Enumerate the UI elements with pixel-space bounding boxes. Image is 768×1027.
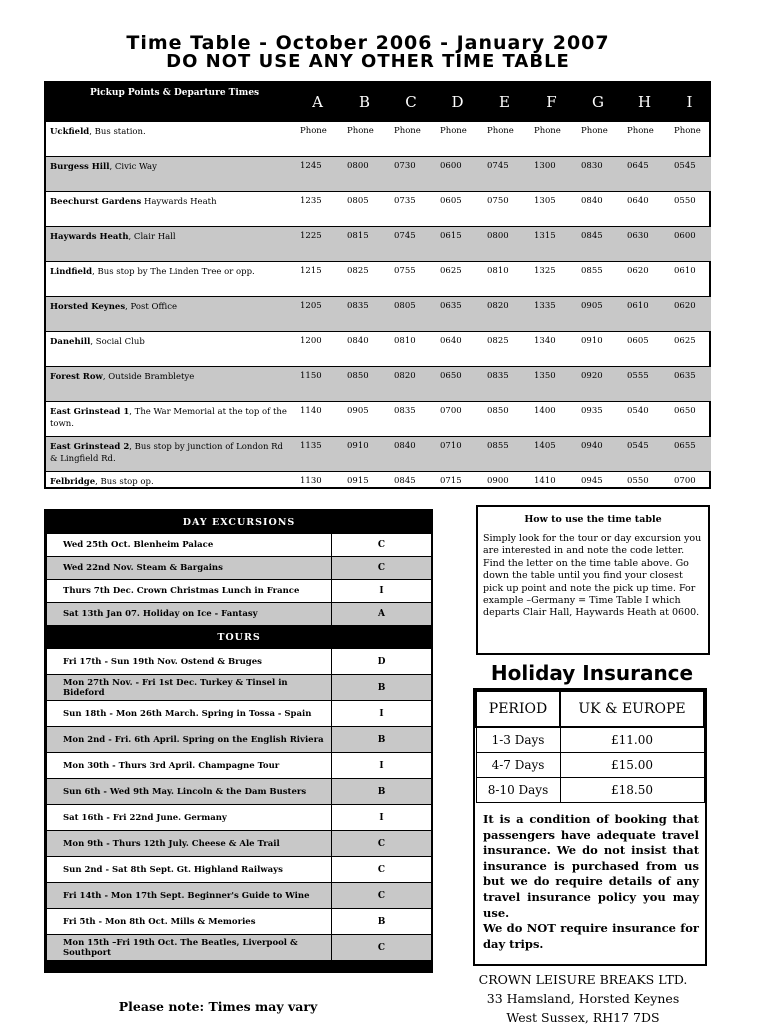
pickup-point: [46, 437, 294, 472]
departure-time: 1405: [528, 437, 575, 472]
insurance-period: 4-7 Days: [476, 753, 560, 778]
excursions-panel: [44, 509, 433, 973]
departure-time: 0910: [341, 437, 388, 472]
pickup-point-detail: , Bus stop by The Linden Tree or opp.: [92, 267, 255, 277]
departure-time: 0840: [388, 437, 434, 472]
tour-label: Fri 17th - Sun 19th Nov. Ostend & Bruges: [47, 649, 332, 675]
departure-time: 0555: [621, 367, 668, 402]
times-may-vary-note: Please note: Times may vary: [118, 999, 318, 1014]
timetable-row: [46, 402, 711, 437]
company-name: CROWN LEISURE BREAKS LTD.: [478, 972, 688, 987]
tour: [47, 805, 432, 831]
departure-time: 0820: [388, 367, 434, 402]
departure-time: 0700: [668, 472, 711, 507]
departure-time: 0615: [434, 227, 481, 262]
pickup-point: [46, 122, 294, 157]
pickup-point-name: Uckfield: [50, 127, 90, 137]
departure-time: 0605: [434, 192, 481, 227]
pickup-point: [46, 297, 294, 332]
departure-time: 0800: [341, 157, 388, 192]
pickup-point-detail: , Social Club: [90, 337, 145, 347]
tour: [47, 675, 432, 701]
tour: [47, 701, 432, 727]
departure-time: 0610: [621, 297, 668, 332]
departure-time: 0850: [481, 402, 528, 437]
timetable-row: [46, 472, 711, 507]
timetable-grid: [46, 83, 711, 506]
tour: [47, 883, 432, 909]
pickup-point-detail: , Clair Hall: [128, 232, 176, 242]
day-excursion-code: C: [332, 557, 432, 580]
address-line: 33 Hamsland, Horsted Keynes: [486, 991, 680, 1006]
departure-time: 1340: [528, 332, 575, 367]
timetable-code-header: A: [294, 83, 341, 122]
insurance-title: Holiday Insurance: [490, 661, 694, 685]
departure-time: 0630: [621, 227, 668, 262]
pickup-point: [46, 227, 294, 262]
departure-time: Phone: [341, 122, 388, 157]
departure-time: 1305: [528, 192, 575, 227]
tour-label: Mon 30th - Thurs 3rd April. Champagne Tour: [47, 753, 332, 779]
tour-code: I: [332, 701, 432, 727]
insurance-price: £18.50: [560, 778, 704, 803]
timetable-header-row: [46, 83, 711, 122]
departure-time: 0625: [434, 262, 481, 297]
departure-time: 0840: [575, 192, 621, 227]
departure-time: 1225: [294, 227, 341, 262]
departure-time: 0820: [481, 297, 528, 332]
departure-time: Phone: [528, 122, 575, 157]
tour-code: C: [332, 857, 432, 883]
how-to-text: Simply look for the tour or day excursion you are interested in and note the code letter. Find the letter on the time table above. Go down the table until you find your closest pick up point and note the pick up time. For example –Germany = Time Table I which departs Clair Hall, Haywards Heath at 0600.: [483, 533, 702, 619]
day-excursion-label: Sat 13th Jan 07. Holiday on Ice - Fantasy: [47, 603, 332, 626]
timetable-row: [46, 262, 711, 297]
departure-time: 1215: [294, 262, 341, 297]
departure-time: 0810: [388, 332, 434, 367]
departure-time: 0545: [668, 157, 711, 192]
day-excursion: [47, 580, 432, 603]
departure-time: 0745: [388, 227, 434, 262]
timetable-row: [46, 367, 711, 402]
departure-time: 0810: [481, 262, 528, 297]
departure-time: 0915: [341, 472, 388, 507]
tours-header: TOURS: [47, 626, 432, 649]
tour-code: B: [332, 909, 432, 935]
departure-time: 0710: [434, 437, 481, 472]
pickup-point-name: East Grinstead 2: [50, 442, 130, 452]
departure-time: Phone: [621, 122, 668, 157]
departure-time: 0620: [621, 262, 668, 297]
departure-time: 0845: [388, 472, 434, 507]
pickup-point-detail: , Bus stop by junction of London Rd & Lingfield Rd.: [50, 442, 283, 464]
insurance-row: [476, 727, 704, 753]
departure-time: 1205: [294, 297, 341, 332]
pickup-point-detail: , Post Office: [125, 302, 178, 312]
departure-time: 0605: [621, 332, 668, 367]
timetable-code-header: H: [621, 83, 668, 122]
tour: [47, 857, 432, 883]
departure-time: 0920: [575, 367, 621, 402]
pickup-point-name: Danehill: [50, 337, 91, 347]
day-excursion-code: A: [332, 603, 432, 626]
tour-code: D: [332, 649, 432, 675]
departure-time: 0935: [575, 402, 621, 437]
insurance-period: 8-10 Days: [476, 778, 560, 803]
departure-time: 0540: [621, 402, 668, 437]
insurance-row: [476, 778, 704, 803]
departure-time: 0825: [341, 262, 388, 297]
page-title: Time Table - October 2006 - January 2007: [126, 32, 610, 54]
departure-time: 1150: [294, 367, 341, 402]
departure-time: Phone: [481, 122, 528, 157]
timetable-row: [46, 437, 711, 472]
tour-code: I: [332, 805, 432, 831]
how-to-box: [476, 505, 710, 655]
tour-label: Mon 27th Nov. - Fri 1st Dec. Turkey & Tinsel in Bideford: [47, 675, 332, 701]
departure-time: 0835: [341, 297, 388, 332]
departure-time: 0845: [575, 227, 621, 262]
pickup-point: [46, 157, 294, 192]
tour-code: I: [332, 753, 432, 779]
pickup-point: [46, 367, 294, 402]
departure-time: 1140: [294, 402, 341, 437]
day-excursions-header: DAY EXCURSIONS: [47, 511, 432, 534]
pickup-point-name: Beechurst Gardens: [50, 197, 142, 207]
address-line: West Sussex, RH17 7DS: [506, 1010, 660, 1025]
pickup-point-detail: , Bus station.: [89, 127, 146, 137]
departure-time: 1135: [294, 437, 341, 472]
departure-time: 0940: [575, 437, 621, 472]
pickup-point: [46, 472, 294, 507]
departure-time: 0735: [388, 192, 434, 227]
departure-time: 0650: [434, 367, 481, 402]
departure-time: 1300: [528, 157, 575, 192]
departure-time: 0855: [575, 262, 621, 297]
departure-time: 0910: [575, 332, 621, 367]
pickup-point-name: Lindfield: [50, 267, 93, 277]
day-excursion-label: Thurs 7th Dec. Crown Christmas Lunch in France: [47, 580, 332, 603]
tour-code: C: [332, 831, 432, 857]
departure-time: 0800: [481, 227, 528, 262]
departure-time: 0650: [668, 402, 711, 437]
departure-time: Phone: [434, 122, 481, 157]
pickup-point-name: Burgess Hill: [50, 162, 110, 172]
tour-label: Fri 5th - Mon 8th Oct. Mills & Memories: [47, 909, 332, 935]
departure-time: 0600: [668, 227, 711, 262]
insurance-note-day-trips: We do NOT require insurance for day trips.: [483, 921, 699, 951]
departure-time: 0835: [481, 367, 528, 402]
timetable-code-header: I: [668, 83, 711, 122]
timetable-code-header: E: [481, 83, 528, 122]
insurance-row: [476, 753, 704, 778]
pickup-point: [46, 332, 294, 367]
pickup-point-name: Haywards Heath: [50, 232, 129, 242]
timetable-code-header: G: [575, 83, 621, 122]
departure-time: 0700: [434, 402, 481, 437]
departure-time: 0625: [668, 332, 711, 367]
pickup-point-name: Felbridge: [50, 477, 96, 487]
departure-time: 0855: [481, 437, 528, 472]
departure-time: 0840: [341, 332, 388, 367]
tour-label: Mon 2nd - Fri. 6th April. Spring on the English Riviera: [47, 727, 332, 753]
tour: [47, 831, 432, 857]
departure-time: 0620: [668, 297, 711, 332]
day-excursion-code: I: [332, 580, 432, 603]
page-subtitle: DO NOT USE ANY OTHER TIME TABLE: [166, 51, 570, 72]
tour-label: Sun 18th - Mon 26th March. Spring in Tossa - Spain: [47, 701, 332, 727]
departure-time: 0750: [481, 192, 528, 227]
day-excursion: [47, 603, 432, 626]
departure-time: 1400: [528, 402, 575, 437]
departure-time: 0715: [434, 472, 481, 507]
timetable-row: [46, 227, 711, 262]
departure-time: 0755: [388, 262, 434, 297]
departure-time: 1350: [528, 367, 575, 402]
departure-time: 0600: [434, 157, 481, 192]
pickup-point-detail: , Bus stop op.: [95, 477, 154, 487]
departure-time: 0640: [621, 192, 668, 227]
tour-label: Sun 6th - Wed 9th May. Lincoln & the Dam Busters: [47, 779, 332, 805]
departure-time: 0815: [341, 227, 388, 262]
departure-time: 0610: [668, 262, 711, 297]
departure-time: 1130: [294, 472, 341, 507]
insurance-period: 1-3 Days: [476, 727, 560, 753]
pickup-point-name: Horsted Keynes: [50, 302, 126, 312]
pickup-point-detail: Haywards Heath: [141, 197, 217, 207]
departure-time: 0550: [621, 472, 668, 507]
timetable-code-header: D: [434, 83, 481, 122]
tour: [47, 727, 432, 753]
timetable-code-header: F: [528, 83, 575, 122]
tour-code: B: [332, 675, 432, 701]
pickup-point: [46, 262, 294, 297]
tour: [47, 649, 432, 675]
tour: [47, 935, 432, 961]
timetable-row: [46, 122, 711, 157]
day-excursion-label: Wed 22nd Nov. Steam & Bargains: [47, 557, 332, 580]
tour: [47, 779, 432, 805]
departure-time: 0835: [388, 402, 434, 437]
day-excursion-code: C: [332, 534, 432, 557]
departure-time: 0850: [341, 367, 388, 402]
departure-time: 0640: [434, 332, 481, 367]
departure-time: 1245: [294, 157, 341, 192]
tour: [47, 909, 432, 935]
pickup-point-detail: , The War Memorial at the top of the town.: [50, 407, 287, 429]
departure-time: 1325: [528, 262, 575, 297]
departure-time: 0635: [668, 367, 711, 402]
departure-time: 0730: [388, 157, 434, 192]
departure-time: 0900: [481, 472, 528, 507]
insurance-note-condition: It is a condition of booking that passengers have adequate travel insurance. We do not insist that insurance is purchased from us but we do require details of any travel insurance policy you may use.: [483, 812, 699, 920]
pickup-point-name: Forest Row: [50, 372, 103, 382]
timetable: [44, 81, 711, 489]
timetable-code-header: B: [341, 83, 388, 122]
company-address: [452, 970, 714, 1027]
departure-time: 1410: [528, 472, 575, 507]
departure-time: 0645: [621, 157, 668, 192]
departure-time: 1335: [528, 297, 575, 332]
pickup-point: [46, 192, 294, 227]
insurance-price: £11.00: [560, 727, 704, 753]
tour-label: Mon 15th –Fri 19th Oct. The Beatles, Liverpool & Southport: [47, 935, 332, 961]
pickup-point-name: East Grinstead 1: [50, 407, 130, 417]
tour-code: C: [332, 935, 432, 961]
pickup-point-detail: , Outside Brambletye: [102, 372, 195, 382]
how-to-heading: How to use the time table: [524, 514, 662, 525]
departure-time: 0945: [575, 472, 621, 507]
pickup-points-header: Pickup Points & Departure Times: [46, 83, 294, 122]
tour-code: B: [332, 727, 432, 753]
insurance-price: £15.00: [560, 753, 704, 778]
pickup-point-detail: , Civic Way: [109, 162, 157, 172]
departure-time: Phone: [668, 122, 711, 157]
departure-time: 0545: [621, 437, 668, 472]
pickup-point: [46, 402, 294, 437]
departure-time: 0635: [434, 297, 481, 332]
tour: [47, 753, 432, 779]
departure-time: 0550: [668, 192, 711, 227]
day-excursion: [47, 557, 432, 580]
departure-time: 0745: [481, 157, 528, 192]
departure-time: Phone: [388, 122, 434, 157]
departure-time: 0830: [575, 157, 621, 192]
timetable-row: [46, 192, 711, 227]
departure-time: 0905: [341, 402, 388, 437]
insurance-box: [473, 688, 707, 966]
tour-label: Mon 9th - Thurs 12th July. Cheese & Ale Trail: [47, 831, 332, 857]
departure-time: Phone: [294, 122, 341, 157]
departure-time: 0805: [388, 297, 434, 332]
tour-label: Fri 14th - Mon 17th Sept. Beginner's Guide to Wine: [47, 883, 332, 909]
tour-label: Sun 2nd - Sat 8th Sept. Gt. Highland Railways: [47, 857, 332, 883]
timetable-row: [46, 297, 711, 332]
excursions-table: [46, 511, 432, 961]
region-header: UK & EUROPE: [560, 691, 704, 727]
day-excursion-label: Wed 25th Oct. Blenheim Palace: [47, 534, 332, 557]
departure-time: 0655: [668, 437, 711, 472]
departure-time: 1235: [294, 192, 341, 227]
tour-code: C: [332, 883, 432, 909]
timetable-code-header: C: [388, 83, 434, 122]
insurance-note: [475, 803, 705, 952]
tour-code: B: [332, 779, 432, 805]
departure-time: 0805: [341, 192, 388, 227]
day-excursion: [47, 534, 432, 557]
departure-time: 0905: [575, 297, 621, 332]
period-header: PERIOD: [476, 691, 560, 727]
timetable-row: [46, 332, 711, 367]
timetable-row: [46, 157, 711, 192]
insurance-table: [475, 690, 705, 803]
departure-time: Phone: [575, 122, 621, 157]
departure-time: 1315: [528, 227, 575, 262]
departure-time: 0825: [481, 332, 528, 367]
departure-time: 1200: [294, 332, 341, 367]
tour-label: Sat 16th - Fri 22nd June. Germany: [47, 805, 332, 831]
